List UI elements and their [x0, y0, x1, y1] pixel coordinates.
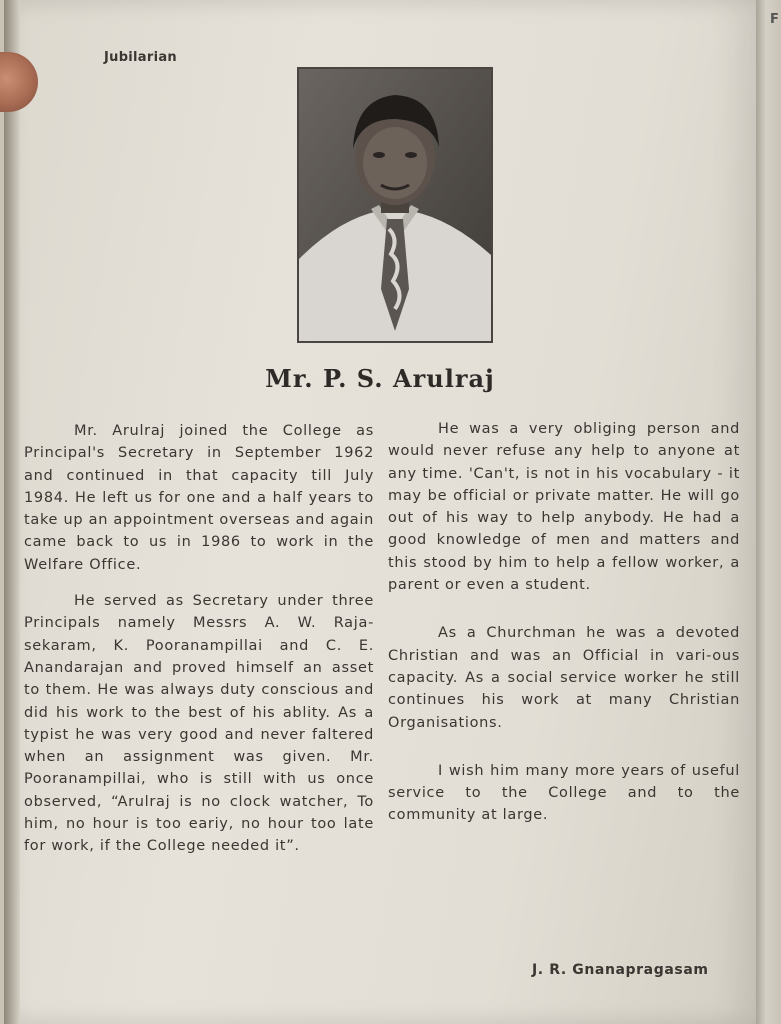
author-signature: J. R. Gnanapragasam: [532, 962, 709, 978]
portrait-photo: [297, 67, 493, 343]
page-gutter: [4, 0, 20, 1024]
paragraph: He was a very obliging person and would never refuse any help to anyone at any time. 'Can't, is not in his vocabulary - it may be official or private matter. He will go out of his way to help anybody. He had a good knowledge of men and matters and this stood by him to help a fellow worker, a parent or even a student.: [388, 421, 740, 594]
paragraph: He served as Secretary under three Principals namely Messrs A. W. Raja-sekaram, K. Pooranampillai and C. E. Anandarajan and proved himself an asset to them. He was always duty conscious and did his work to the best of his ablity. As a typist he was very good and never faltered when an assignment was given. Mr. Pooranampillai, who is still with us once observed, “Arulraj is no clock watcher, To him, no hour is too eariy, no hour too late for work, if the College needed it”.: [24, 593, 374, 855]
page-title: Mr. P. S. Arulraj: [265, 364, 495, 393]
left-column: [24, 420, 374, 872]
section-label: Jubilarian: [104, 50, 177, 65]
next-page-letter: F: [770, 12, 779, 27]
paragraph: I wish him many more years of useful service to the College and to the community at large.: [388, 762, 740, 824]
right-column: [388, 418, 740, 841]
portrait-photo-icon: [299, 69, 491, 341]
paragraph: Mr. Arulraj joined the College as Principal's Secretary in September 1962 and continued in that capacity till July 1984. He left us for one and a half years to take up an appointment overseas and again came back to us in 1986 to work in the Welfare Office.: [24, 423, 374, 573]
paragraph: As a Churchman he was a devoted Christian and was an Official in vari-ous capacity. As a social service worker he still continues his work at many Christian Organisations.: [388, 625, 740, 731]
next-page-edge: [756, 0, 781, 1024]
document-page: [4, 0, 756, 1024]
